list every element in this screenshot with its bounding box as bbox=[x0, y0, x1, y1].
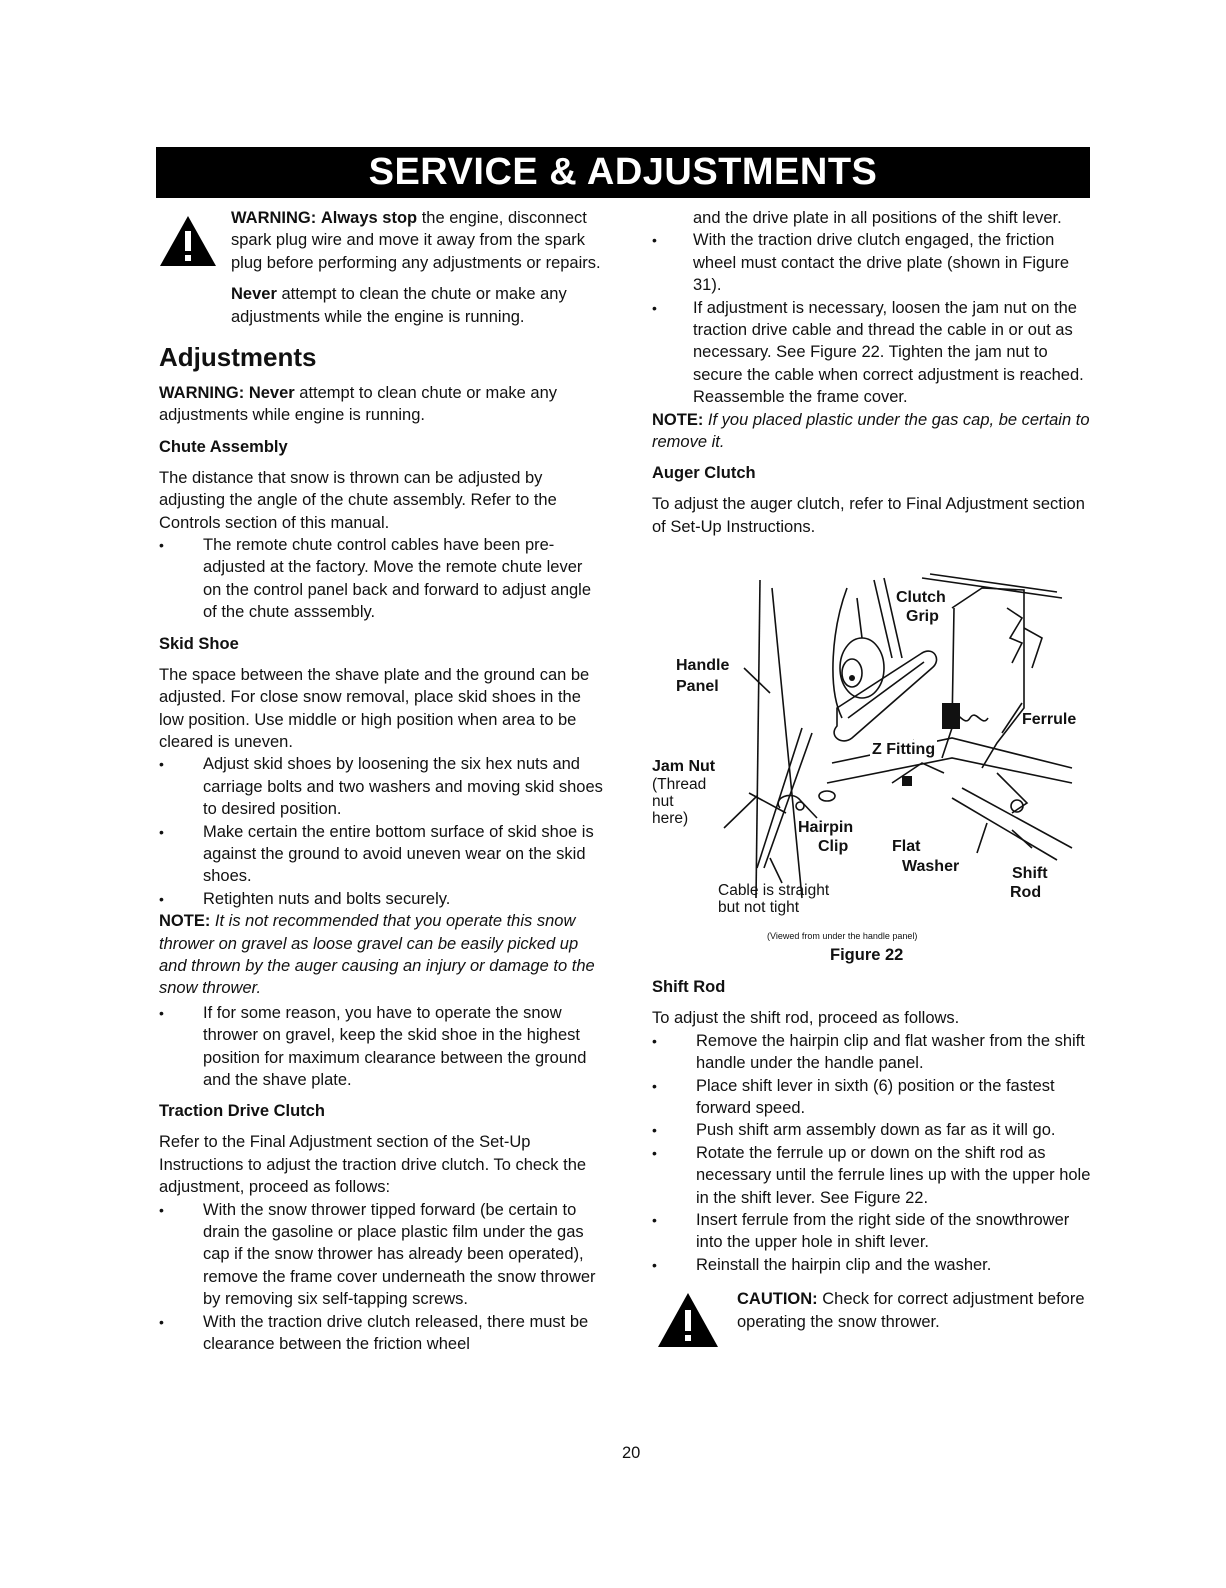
skid-heading: Skid Shoe bbox=[159, 634, 239, 653]
label-cable-not-tight: but not tight bbox=[718, 899, 800, 917]
label-washer: Washer bbox=[902, 858, 960, 876]
skid-bullets bbox=[159, 753, 604, 910]
traction-intro: Refer to the Final Adjustment section of the Set-Up Instructions to adjust the traction drive clutch. To check the adjustment, proceed as follows: bbox=[159, 1133, 587, 1197]
right-column bbox=[652, 207, 1092, 1333]
page-number: 20 bbox=[622, 1444, 641, 1462]
list-item: • If adjustment is necessary, loosen the jam nut on the traction drive cable and thread the cable in or out as necessary. See Figure 22. Tighten the jam nut to secure the cable when correct adjustment is reached. Reassemble the frame cover. bbox=[652, 297, 1092, 409]
list-item: • If for some reason, you have to operate the snow thrower on gravel, keep the skid shoe in the highest position for maximum clearance between the ground and the shave plate. bbox=[159, 1002, 604, 1092]
adjustments-heading: Adjustments bbox=[159, 342, 317, 373]
auger-heading: Auger Clutch bbox=[652, 464, 756, 483]
traction-heading: Traction Drive Clutch bbox=[159, 1102, 325, 1121]
auger-text: To adjust the auger clutch, refer to Final Adjustment section of Set-Up Instructions. bbox=[652, 495, 1085, 536]
list-item: • Retighten nuts and bolts securely. bbox=[159, 888, 604, 910]
figure-title: Figure 22 bbox=[830, 946, 904, 965]
warning-block bbox=[159, 207, 604, 328]
list-item: • Place shift lever in sixth (6) position or the fastest forward speed. bbox=[652, 1075, 1092, 1120]
label-here: here) bbox=[652, 810, 689, 828]
list-item: • Reinstall the hairpin clip and the washer. bbox=[652, 1254, 1092, 1276]
label-shift: Shift bbox=[1012, 865, 1048, 883]
label-clutch: Clutch bbox=[896, 589, 946, 607]
traction-bullets-2 bbox=[652, 229, 1092, 408]
skid-bullets-2 bbox=[159, 1002, 604, 1092]
warning-triangle-icon bbox=[159, 215, 217, 267]
list-item: • Adjust skid shoes by loosening the six hex nuts and carriage bolts and two washers and moving skid shoes to desired position. bbox=[159, 753, 604, 820]
list-item: • The remote chute control cables have been pre-adjusted at the factory. Move the remote chute lever on the control panel back and forward to adjust angle of the chute asssembly. bbox=[159, 534, 604, 624]
traction-bullets bbox=[159, 1199, 604, 1356]
left-column bbox=[159, 207, 604, 1355]
label-rod: Rod bbox=[1010, 884, 1042, 902]
label-thread: (Thread bbox=[652, 776, 707, 794]
traction-note: NOTE: If you placed plastic under the gas cap, be certain to remove it. bbox=[652, 410, 1090, 452]
warning-text-never: Never attempt to clean the chute or make any adjustments while the engine is running. bbox=[231, 285, 567, 326]
label-panel: Panel bbox=[676, 678, 719, 696]
label-z-fitting: Z Fitting bbox=[872, 741, 936, 759]
caution-text: CAUTION: Check for correct adjustment before operating the snow thrower. bbox=[737, 1290, 1085, 1331]
skid-note: NOTE: It is not recommended that you operate this snow thrower on gravel as loose gravel can be easily picked up and thrown by the auger causing an injury or damage to the snow thrower. bbox=[159, 912, 595, 998]
chute-intro: The distance that snow is thrown can be adjusted by adjusting the angle of the chute assembly. Refer to the Controls section of this manual. bbox=[159, 468, 557, 532]
label-cable-straight: Cable is straight bbox=[718, 882, 830, 900]
list-item: • Make certain the entire bottom surface of skid shoe is against the ground to avoid uneven wear on the skid shoes. bbox=[159, 821, 604, 888]
list-item: • With the snow thrower tipped forward (be certain to drain the gasoline or place plastic film under the gas cap if the snow thrower has already been operated), remove the frame cover underneath the snow thrower by removing six self-tapping screws. bbox=[159, 1199, 604, 1311]
caution-block bbox=[652, 1288, 1092, 1333]
page-title: SERVICE & ADJUSTMENTS bbox=[156, 147, 1090, 198]
list-item: • Rotate the ferrule up or down on the shift rod as necessary until the ferrule lines up with the upper hole in the shift lever. See Figure 22. bbox=[652, 1142, 1092, 1209]
adjustments-warning: WARNING: Never attempt to clean chute or make any adjustments while engine is running. bbox=[159, 384, 558, 425]
chute-bullets bbox=[159, 534, 604, 624]
figure-caption-note: (Viewed from under the handle panel) bbox=[767, 931, 918, 942]
caution-triangle-icon bbox=[657, 1292, 719, 1348]
label-handle: Handle bbox=[676, 657, 730, 675]
list-item: • Remove the hairpin clip and flat washer from the shift handle under the handle panel. bbox=[652, 1030, 1092, 1075]
shift-bullets bbox=[652, 1030, 1092, 1276]
shift-heading: Shift Rod bbox=[652, 978, 726, 997]
label-grip: Grip bbox=[906, 608, 939, 626]
label-ferrule: Ferrule bbox=[1022, 711, 1077, 729]
shift-intro: To adjust the shift rod, proceed as follows. bbox=[652, 1009, 960, 1028]
traction-continued: and the drive plate in all positions of the shift lever. bbox=[693, 209, 1062, 227]
skid-intro: The space between the shave plate and the ground can be adjusted. For close snow removal, place skid shoes in the low position. Use middle or high position when area to be cleared is uneven. bbox=[159, 665, 590, 751]
label-clip: Clip bbox=[818, 838, 849, 856]
figure-22 bbox=[652, 568, 1092, 968]
chute-heading: Chute Assembly bbox=[159, 437, 288, 456]
list-item: • Insert ferrule from the right side of the snowthrower into the upper hole in shift lever. bbox=[652, 1209, 1092, 1254]
warning-text: WARNING: Always stop the engine, disconnect spark plug wire and move it away from the spark plug before performing any adjustments or repairs. bbox=[231, 209, 601, 272]
label-flat: Flat bbox=[892, 838, 921, 856]
list-item: • With the traction drive clutch released, there must be clearance between the friction wheel bbox=[159, 1311, 604, 1356]
label-jam-nut: Jam Nut bbox=[652, 758, 716, 776]
label-nut: nut bbox=[652, 793, 674, 811]
label-hairpin: Hairpin bbox=[798, 819, 854, 837]
list-item: • Push shift arm assembly down as far as it will go. bbox=[652, 1119, 1092, 1141]
list-item: • With the traction drive clutch engaged, the friction wheel must contact the drive plate (shown in Figure 31). bbox=[652, 229, 1092, 296]
